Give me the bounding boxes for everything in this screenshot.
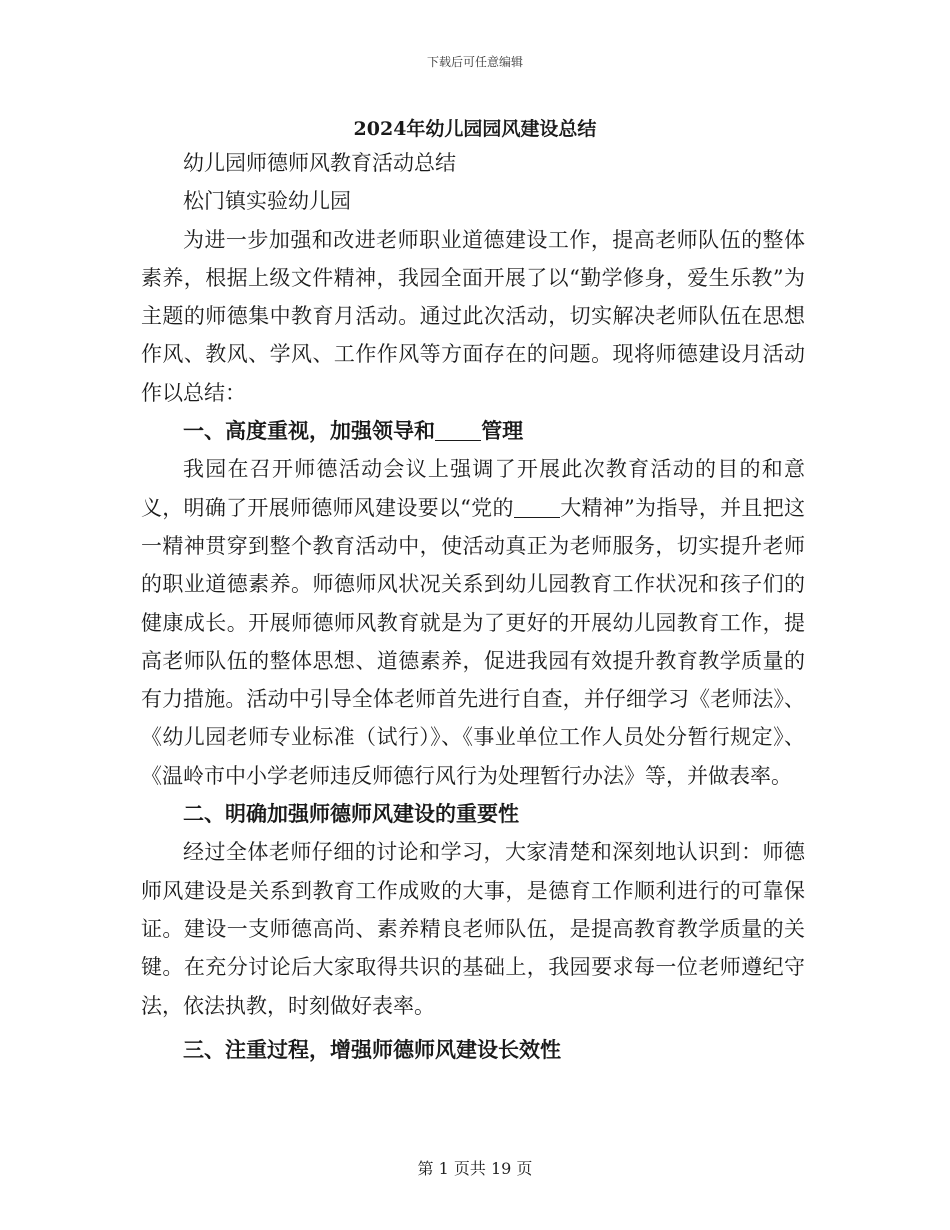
- section-2-heading: 二、明确加强师德师风建设的重要性: [183, 801, 519, 827]
- document-title: 2024年幼儿园园风建设总结: [353, 118, 597, 140]
- organization-name: 松门镇实验幼儿园: [183, 189, 351, 214]
- document-body: [141, 144, 805, 1069]
- section-1-heading-text-b: 管理: [481, 418, 524, 444]
- section-3-heading: 三、注重过程，增强师德师风建设长效性: [183, 1036, 561, 1062]
- page-header: 下载后可任意编辑: [426, 55, 523, 69]
- intro-paragraph: 为进一步加强和改进老师职业道德建设工作，提高老师队伍的整体素养，根据上级文件精神，我园全面开展了以“勤学修身，爱生乐教”为主题的师德集中教育月活动。通过此次活动，切实解决老师队伍在思想作风、教风、学风、工作作风等方面存在的问题。现将师德建设月活动作以总结：: [141, 227, 805, 405]
- fill-blank: [435, 419, 481, 441]
- section-1-heading: [141, 412, 805, 450]
- section-2-paragraph: 经过全体老师仔细的讨论和学习，大家清楚和深刻地认识到：师德师风建设是关系到教育工作成败的大事，是德育工作顺利进行的可靠保证。建设一支师德高尚、素养精良老师队伍，是提高教育教学质量的关键。在充分讨论后大家取得共识的基础上，我园要求每一位老师遵纪守法，依法执教，时刻做好表率。: [141, 840, 805, 1018]
- section-1-heading-text-a: 一、高度重视，加强领导和: [183, 418, 435, 444]
- subtitle: 幼儿园师德师风教育活动总结: [183, 151, 456, 175]
- section-1-paragraph: [141, 450, 805, 795]
- section-1-paragraph-text-a: 我园在召开师德活动会议上强调了开展此次教育活动的目的和意义，明确了开展师德师风建设要以“党的: [141, 457, 805, 520]
- section-1-paragraph-text-b: 大精神”为指导，并且把这一精神贯穿到整个教育活动中，使活动真正为老师服务，切实提升老师的职业道德素养。师德师风状况关系到幼儿园教育工作状况和孩子们的健康成长。开展师德师风教育就是为了更好的开展幼儿园教育工作，提高老师队伍的整体思想、道德素养，促进我园有效提升教育教学质量的有力措施。活动中引导全体老师首先进行自查，并仔细学习《老师法》、《幼儿园老师专业标准（试行）》、《事业单位工作人员处分暂行规定》、《温岭市中小学老师违反师德行风行为处理暂行办法》等，并做表率。: [141, 495, 805, 788]
- page-footer: 第 1 页共 19 页: [417, 1159, 533, 1178]
- fill-blank: [514, 496, 560, 518]
